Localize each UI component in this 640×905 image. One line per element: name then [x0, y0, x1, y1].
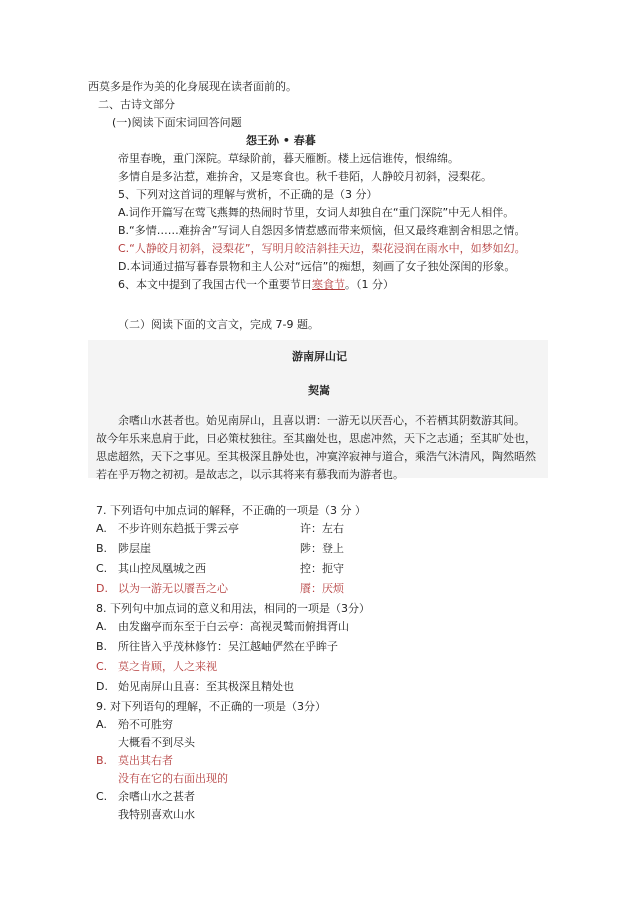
q7-d-letter: D. — [96, 582, 108, 595]
q8-a-letter: A. — [96, 620, 107, 633]
q7-c-text: 其山控凤凰城之西 — [118, 562, 206, 575]
q7-b-gloss: 陟：登上 — [300, 542, 344, 555]
poem-title: 怨王孙 • 春暮 — [246, 134, 316, 147]
q5-option-a: A.词作开篇写在莺飞燕舞的热闹时节里，女词人却独自在“重门深院”中无人相伴。 — [118, 206, 515, 219]
q8-d-letter: D. — [96, 680, 108, 693]
section-heading: 二、古诗文部分 — [98, 98, 175, 111]
q7-a-gloss: 许：左右 — [300, 522, 344, 535]
q5-option-b: B.“多情……难拚舍”写词人自怨因多情惹感而带来烦恼，但又最终难割舍相思之情。 — [118, 224, 526, 237]
q7-stem: 7. 下列语句中加点词的解释，不正确的一项是（3 分 ） — [96, 504, 366, 517]
q7-d-gloss: 餍：厌烦 — [300, 582, 344, 595]
q9-b-text: 莫出其右者 — [118, 754, 173, 767]
q9-c-meaning: 我特别喜欢山水 — [118, 808, 195, 821]
q8-c-letter: C. — [96, 660, 108, 673]
q9-c-letter: C. — [96, 790, 108, 803]
q7-a-letter: A. — [96, 522, 107, 535]
q8-a-text: 由发幽亭而东至于白云亭：高视灵鹫而俯揖胥山 — [118, 620, 349, 633]
part2-prompt: （二）阅读下面的文言文，完成 7-9 题。 — [118, 318, 319, 331]
q7-c-gloss: 控：扼守 — [300, 562, 344, 575]
q7-b-text: 陟层崖 — [118, 542, 151, 555]
q9-a-text: 殆不可胜穷 — [118, 718, 173, 731]
q7-b-letter: B. — [96, 542, 108, 555]
essay-author: 契嵩 — [308, 384, 330, 397]
q9-b-letter: B. — [96, 754, 108, 767]
q9-c-text: 余嗜山水之甚者 — [118, 790, 195, 803]
q9-stem: 9. 对下列语句的理解，不正确的一项是（3分） — [96, 700, 326, 713]
q8-c-text: 莫之肯顾，人之来视 — [118, 660, 217, 673]
part1-prompt: (一)阅读下面宋词回答问题 — [112, 116, 242, 129]
q5-stem: 5、下列对这首词的理解与赏析，不正确的是（3 分） — [118, 188, 378, 201]
q6-answer: 寒食节 — [312, 278, 345, 291]
q9-a-letter: A. — [96, 718, 107, 731]
q8-stem: 8. 下列句中加点词的意义和用法，相同的一项是（3分） — [96, 602, 370, 615]
q6-prefix: 6、本文中提到了我国古代一个重要节日 — [118, 278, 312, 291]
essay-title: 游南屏山记 — [292, 350, 347, 363]
essay-line-3: 思虑超然，天下之事见。至其极深且静处也，冲寞淬寂神与道合，乘浩气沐清风，陶然晤然 — [96, 450, 536, 463]
q7-c-letter: C. — [96, 562, 108, 575]
q7-d-text: 以为一游无以餍吾之心 — [118, 582, 228, 595]
poem-line-1: 帝里春晚，重门深院。草绿阶前，暮天雁断。楼上远信谁传，恨绵绵。 — [118, 152, 459, 165]
q8-d-text: 始见南屏山且喜：至其极深且精处也 — [118, 680, 294, 693]
q5-option-c: C.“人静皎月初斜，浸梨花”，写明月皎洁斜挂天边，梨花浸润在雨水中，如梦如幻。 — [118, 242, 526, 255]
q7-a-text: 不步许则东趋抵于霁云亭 — [118, 522, 239, 535]
q6-suffix: 。（1 分） — [345, 278, 394, 291]
essay-line-4: 若在乎万物之初初。是故志之，以示其将来有慕我而为游者也。 — [96, 468, 404, 481]
q9-a-meaning: 大概看不到尽头 — [118, 736, 195, 749]
essay-line-2: 故今年乐来息肩于此，日必策杖独往。至其幽处也，思虑冲然，天下之志通；至其旷处也， — [96, 432, 536, 445]
q5-option-d: D.本词通过描写暮春景物和主人公对“远信”的痴想，刻画了女子独处深闺的形象。 — [118, 260, 516, 273]
q8-b-letter: B. — [96, 640, 108, 653]
essay-line-1: 余嗜山水甚者也。始见南屏山，且喜以谓：一游无以厌吾心，不若栖其阴数游其间。 — [118, 414, 525, 427]
intro-line: 西莫多是作为美的化身展现在读者面前的。 — [88, 80, 297, 93]
q8-b-text: 所往皆入乎茂林修竹：吴江越岫俨然在乎眸子 — [118, 640, 338, 653]
q9-b-meaning: 没有在它的右面出现的 — [118, 772, 228, 785]
poem-line-2: 多情自是多沾惹，难拚舍，又是寒食也。秋千巷陌，人静皎月初斜，浸梨花。 — [118, 170, 492, 183]
q6-stem — [118, 278, 394, 292]
